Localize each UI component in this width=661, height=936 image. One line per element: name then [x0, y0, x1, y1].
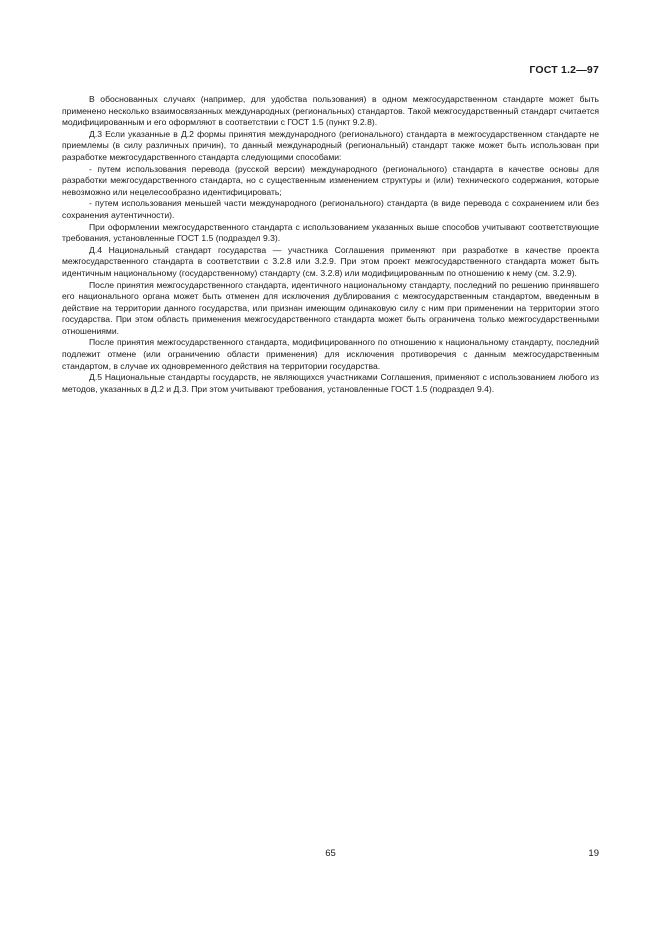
paragraph: После принятия межгосударственного стандарта, идентичного национальному стандарту, последний по решению принявшего его национального органа может быть отменен для исключения дублирования с межгосударственным стандартом, введенным в действие на территории данного государства, или признан имеющим одинаковую силу с ним при применении на территории этого государства. При этом область применения межгосударственного стандарта может быть ограничена только межгосударственными отношениями.	[62, 279, 599, 336]
paragraph: - путем использования меньшей части международного (регионального) стандарта (в виде перевода с сохранением или без сохранения аутентичности).	[62, 198, 599, 220]
paragraph: Д.3 Если указанные в Д.2 формы принятия международного (регионального) стандарта в межгосударственном стандарте не приемлемы (в силу различных причин), то данный международный (региональный) стандарт также может быть использован при разработке межгосударственного стандарта следующими способами:	[62, 128, 599, 162]
paragraph: Д.4 Национальный стандарт государства — участника Соглашения применяют при разработке в качестве проекта межгосударственного стандарта в соответствии с 3.2.8 или 3.2.9. При этом проект межгосударственного стандарта может быть идентичным национальному (государственному) стандарту (см. 3.2.8) или модифицированным по отношению к нему (см. 3.2.9).	[62, 244, 599, 278]
document-code-header: ГОСТ 1.2—97	[529, 64, 599, 76]
document-body	[62, 94, 599, 395]
paragraph: - путем использования перевода (русской версии) международного (регионального) стандарта в качестве основы для разработки межгосударственного стандарта, но с существенным изменением структуры и (или) технического содержания, которые невозможно или нецелесообразно идентифицировать;	[62, 163, 599, 197]
paragraph: В обоснованных случаях (например, для удобства пользования) в одном межгосударственном стандарте может быть применено несколько взаимосвязанных международных (региональных) стандартов. Такой межгосударственный стандарт считается модифицированным и его оформляют в соответствии с ГОСТ 1.5 (пункт 9.2.8).	[62, 94, 599, 128]
paragraph: Д.5 Национальные стандарты государств, не являющихся участниками Соглашения, применяют с использованием любого из методов, указанных в Д.2 и Д.3. При этом учитывают требования, установленные ГОСТ 1.5 (подраздел 9.4).	[62, 372, 599, 394]
paragraph: После принятия межгосударственного стандарта, модифицированного по отношению к национальному стандарту, последний подлежит отмене (или ограничению области применения) для исключения противоречия с данным межгосударственным стандартом, в случае их одновременного действия на территории государства.	[62, 337, 599, 371]
page-number-right: 19	[588, 848, 599, 859]
paragraph: При оформлении межгосударственного стандарта с использованием указанных выше способов учитывают соответствующие требования, установленные ГОСТ 1.5 (подраздел 9.3).	[62, 221, 599, 244]
page-number-center: 65	[325, 848, 336, 859]
